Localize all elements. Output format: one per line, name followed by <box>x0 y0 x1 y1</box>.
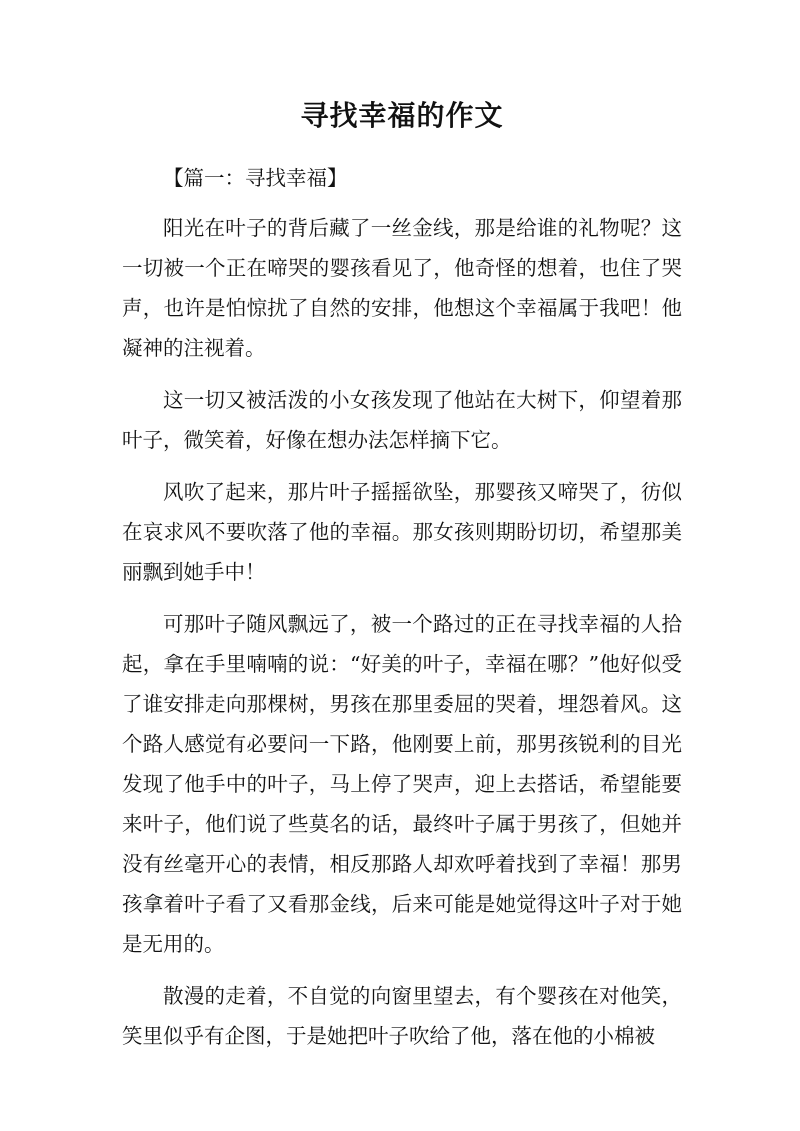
paragraph-4: 可那叶子随风飘远了，被一个路过的正在寻找幸福的人拾起，拿在手里喃喃的说：“好美的叶子，幸福在哪？”他好似受了谁安排走向那棵树，男孩在那里委屈的哭着，埋怨着风。这个路人感觉有必要问一下路，他刚要上前，那男孩锐利的目光发现了他手中的叶子，马上停了哭声，迎上去搭话，希望能要来叶子，他们说了些莫名的话，最终叶子属于男孩了，但她并没有丝毫开心的表情，相反那路人却欢呼着找到了幸福！那男孩拿着叶子看了又看那金线，后来可能是她觉得这叶子对于她是无用的。 <box>122 612 682 956</box>
paragraph-5: 散漫的走着，不自觉的向窗里望去，有个婴孩在对他笑，笑里似乎有企图，于是她把叶子吹给了他，落在他的小棉被 <box>122 984 682 1048</box>
article-body <box>122 208 682 1056</box>
paragraph-3: 风吹了起来，那片叶子摇摇欲坠，那婴孩又啼哭了，彷似在哀求风不要吹落了他的幸福。那女孩则期盼切切，希望那美丽飘到她手中！ <box>122 480 682 584</box>
page-title: 寻找幸福的作文 <box>300 99 504 132</box>
paragraph-2: 这一切又被活泼的小女孩发现了他站在大树下，仰望着那叶子，微笑着，好像在想办法怎样摘下它。 <box>122 388 682 452</box>
paragraph-1: 阳光在叶子的背后藏了一丝金线，那是给谁的礼物呢？这一切被一个正在啼哭的婴孩看见了，他奇怪的想着，也住了哭声，也许是怕惊扰了自然的安排，他想这个幸福属于我吧！他凝神的注视着。 <box>122 216 682 360</box>
section-heading: 【篇一：寻找幸福】 <box>163 166 348 190</box>
